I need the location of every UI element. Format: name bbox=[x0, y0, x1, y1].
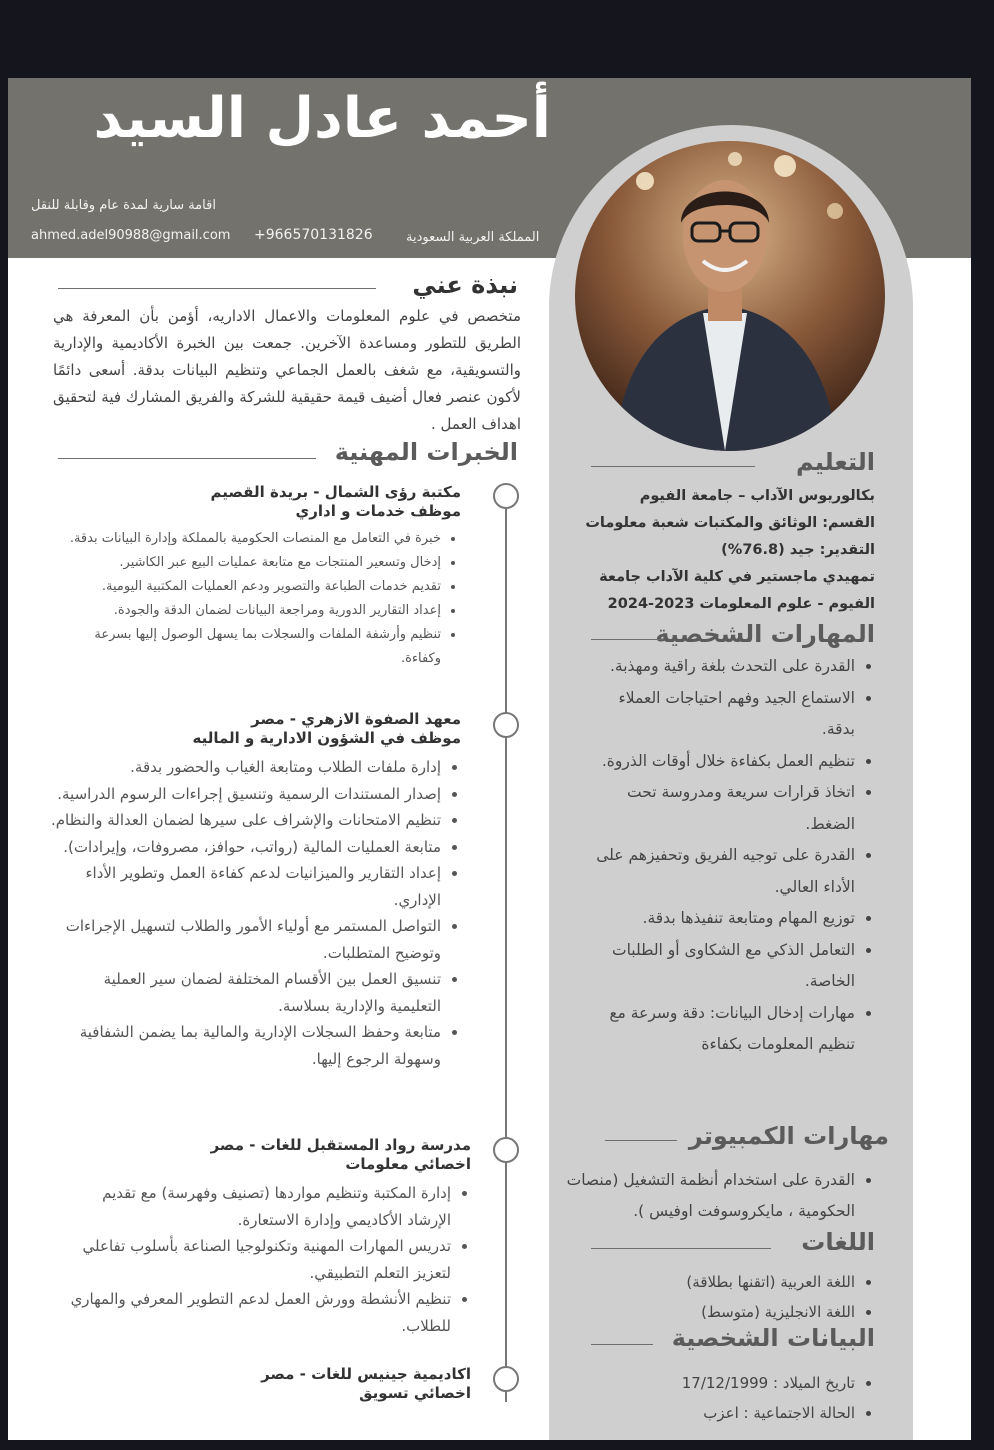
job-entry bbox=[51, 1365, 471, 1403]
list-item: • تنظيم وأرشفة الملفات والسجلات بما يسهل الوصول إليها بسرعة وكفاءة. bbox=[61, 623, 441, 671]
job-role: اخصائي معلومات bbox=[345, 1155, 471, 1173]
education-title: التعليم bbox=[796, 448, 875, 476]
list-item: • خبرة في التعامل مع المنصات الحكومية بالمملكة وإدارة البيانات بدقة. bbox=[61, 527, 441, 551]
list-item: • تنظيم العمل بكفاءة خلال أوقات الذروة. bbox=[595, 746, 855, 778]
list-item: • اتخاذ قرارات سريعة ومدروسة تحت الضغط. bbox=[595, 777, 855, 840]
job-place: مكتبة رؤى الشمال - بريدة القصيم bbox=[210, 483, 461, 501]
education-line: القسم: الوثائق والمكتبات شعبة معلومات bbox=[585, 515, 875, 531]
list-item: • إدارة المكتبة وتنظيم مواردها (تصنيف وفهرسة) مع تقديم الإرشاد الأكاديمي وإدارة الاستعارة. bbox=[61, 1180, 451, 1233]
personal-data-list bbox=[595, 1368, 875, 1428]
education-rule bbox=[591, 466, 755, 467]
about-text: متخصص في علوم المعلومات والاعمال الاداريه، أؤمن بأن المعرفة هي الطريق للتطور ومساعدة الآخرين. جمعت بين الخبرة الأكاديمية والإدارية والتسويقية، مع شغف بالعمل الجماعي وتنظيم البيانات بدقة. أسعى دائمًا لأكون عنصر فعال أضيف قيمة حقيقية للشركة والفريق المشارك فية لتحقيق اهداف العمل . bbox=[53, 307, 521, 433]
job-entry bbox=[51, 1136, 471, 1339]
job-duties-list bbox=[61, 1180, 471, 1339]
list-item: • توزيع المهام ومتابعة تنفيذها بدقة. bbox=[595, 903, 855, 935]
list-item: • الحالة الاجتماعية : اعزب bbox=[595, 1398, 855, 1428]
profile-photo bbox=[575, 141, 885, 451]
list-item: • اللغة الانجليزية (متوسط) bbox=[595, 1297, 855, 1327]
list-item: • تنسيق العمل بين الأقسام المختلفة لضمان سير العملية التعليمية والإدارية بسلاسة. bbox=[51, 966, 441, 1019]
personal-rule bbox=[591, 1344, 653, 1345]
languages-title: اللغات bbox=[801, 1228, 875, 1256]
timeline-node bbox=[493, 712, 519, 738]
list-item: • التعامل الذكي مع الشكاوى أو الطلبات الخاصة. bbox=[595, 935, 855, 998]
phone-text: +966570131826 bbox=[254, 227, 373, 243]
list-item: • الاستماع الجيد وفهم احتياجات العملاء بدقة. bbox=[595, 683, 855, 746]
timeline-line bbox=[505, 490, 507, 1402]
candidate-name: أحمد عادل السيد bbox=[93, 86, 551, 151]
job-duties-list bbox=[61, 527, 461, 671]
list-item: • تنظيم الأنشطة وورش العمل لدعم التطوير المعرفي والمهاري للطلاب. bbox=[61, 1286, 451, 1339]
list-item: • إعداد التقارير والميزانيات لدعم كفاءة العمل وتطوير الأداء الإداري. bbox=[51, 860, 441, 913]
list-item: • إعداد التقارير الدورية ومراجعة البيانات لضمان الدقة والجودة. bbox=[61, 599, 441, 623]
job-entry bbox=[41, 483, 461, 671]
job-role: موظف في الشؤون الادارية و الماليه bbox=[192, 729, 461, 747]
list-item: • متابعة العمليات المالية (رواتب، حوافز، مصروفات، وإيرادات). bbox=[51, 834, 441, 861]
job-duties-list bbox=[51, 754, 461, 1072]
education-details bbox=[575, 483, 875, 618]
education-line: بكالوريوس الآداب – جامعة الفيوم bbox=[639, 488, 875, 504]
languages-list bbox=[595, 1267, 875, 1327]
skills-list bbox=[595, 651, 875, 1061]
computer-rule bbox=[605, 1140, 677, 1141]
timeline-node bbox=[493, 1137, 519, 1163]
list-item: • اللغة العربية (اتقنها بطلاقة) bbox=[595, 1267, 855, 1297]
list-item: • القدرة على التحدث بلغة راقية ومهذبة. bbox=[595, 651, 855, 683]
job-place: مدرسة رواد المستقبل للغات - مصر bbox=[210, 1136, 471, 1154]
timeline-node bbox=[493, 1366, 519, 1392]
list-item: • إصدار المستندات الرسمية وتنسيق إجراءات الرسوم الدراسية. bbox=[51, 781, 441, 808]
computer-title: مهارات الكمبيوتر bbox=[688, 1122, 889, 1150]
job-place: اكاديمية جينيس للغات - مصر bbox=[261, 1365, 471, 1383]
list-item: • إدارة ملفات الطلاب ومتابعة الغياب والحضور بدقة. bbox=[51, 754, 441, 781]
list-item: • تاريخ الميلاد : 17/12/1999 bbox=[595, 1368, 855, 1398]
skills-title: المهارات الشخصية bbox=[655, 620, 875, 648]
list-item: • إدخال وتسعير المنتجات مع متابعة عمليات البيع عبر الكاشير. bbox=[61, 551, 441, 575]
list-item: • القدرة على استخدام أنظمة التشغيل (منصات الحكومية ، مايكروسوفت اوفيس ). bbox=[555, 1165, 855, 1227]
list-item: • التواصل المستمر مع أولياء الأمور والطلاب لتسهيل الإجراءات وتوضيح المتطلبات. bbox=[51, 913, 441, 966]
list-item: • تدريس المهارات المهنية وتكنولوجيا الصناعة بأسلوب تفاعلي لتعزيز التعلم التطبيقي. bbox=[61, 1233, 451, 1286]
education-line: الفيوم - علوم المعلومات 2023-2024 bbox=[607, 596, 875, 612]
skills-rule bbox=[591, 639, 663, 640]
job-role: موظف خدمات و اداري bbox=[295, 502, 461, 520]
list-item: • مهارات إدخال البيانات: دقة وسرعة مع تنظيم المعلومات بكفاءة bbox=[595, 998, 855, 1061]
resume-page bbox=[8, 78, 971, 1440]
job-entry bbox=[41, 710, 461, 1072]
languages-rule bbox=[591, 1248, 771, 1249]
personal-title: البيانات الشخصية bbox=[671, 1324, 875, 1352]
list-item: • تنظيم الامتحانات والإشراف على سيرها لضمان العدالة والنظام. bbox=[51, 807, 441, 834]
list-item: • تقديم خدمات الطباعة والتصوير ودعم العمليات المكتبية اليومية. bbox=[61, 575, 441, 599]
about-title: نبذة عني bbox=[412, 271, 518, 299]
about-rule bbox=[58, 288, 376, 289]
country-text: المملكة العربية السعودية bbox=[406, 230, 540, 245]
experience-title: الخبرات المهنية bbox=[334, 438, 518, 466]
education-line: تمهيدي ماجستير في كلية الآداب جامعة bbox=[599, 569, 875, 585]
list-item: • متابعة وحفظ السجلات الإدارية والمالية بما يضمن الشفافية وسهولة الرجوع إليها. bbox=[51, 1019, 441, 1072]
timeline-node bbox=[493, 483, 519, 509]
experience-rule bbox=[58, 458, 316, 459]
list-item: • القدرة على توجيه الفريق وتحفيزهم على الأداء العالي. bbox=[595, 840, 855, 903]
job-role: اخصائي تسويق bbox=[359, 1384, 471, 1402]
residence-status: اقامة سارية لمدة عام وقابلة للنقل bbox=[31, 198, 216, 213]
job-place: معهد الصفوة الازهري - مصر bbox=[251, 710, 461, 728]
computer-skills-list bbox=[555, 1165, 875, 1227]
email-text: ahmed.adel90988@gmail.com bbox=[31, 228, 231, 243]
education-line: التقدير: جيد (76.8%) bbox=[721, 542, 875, 558]
